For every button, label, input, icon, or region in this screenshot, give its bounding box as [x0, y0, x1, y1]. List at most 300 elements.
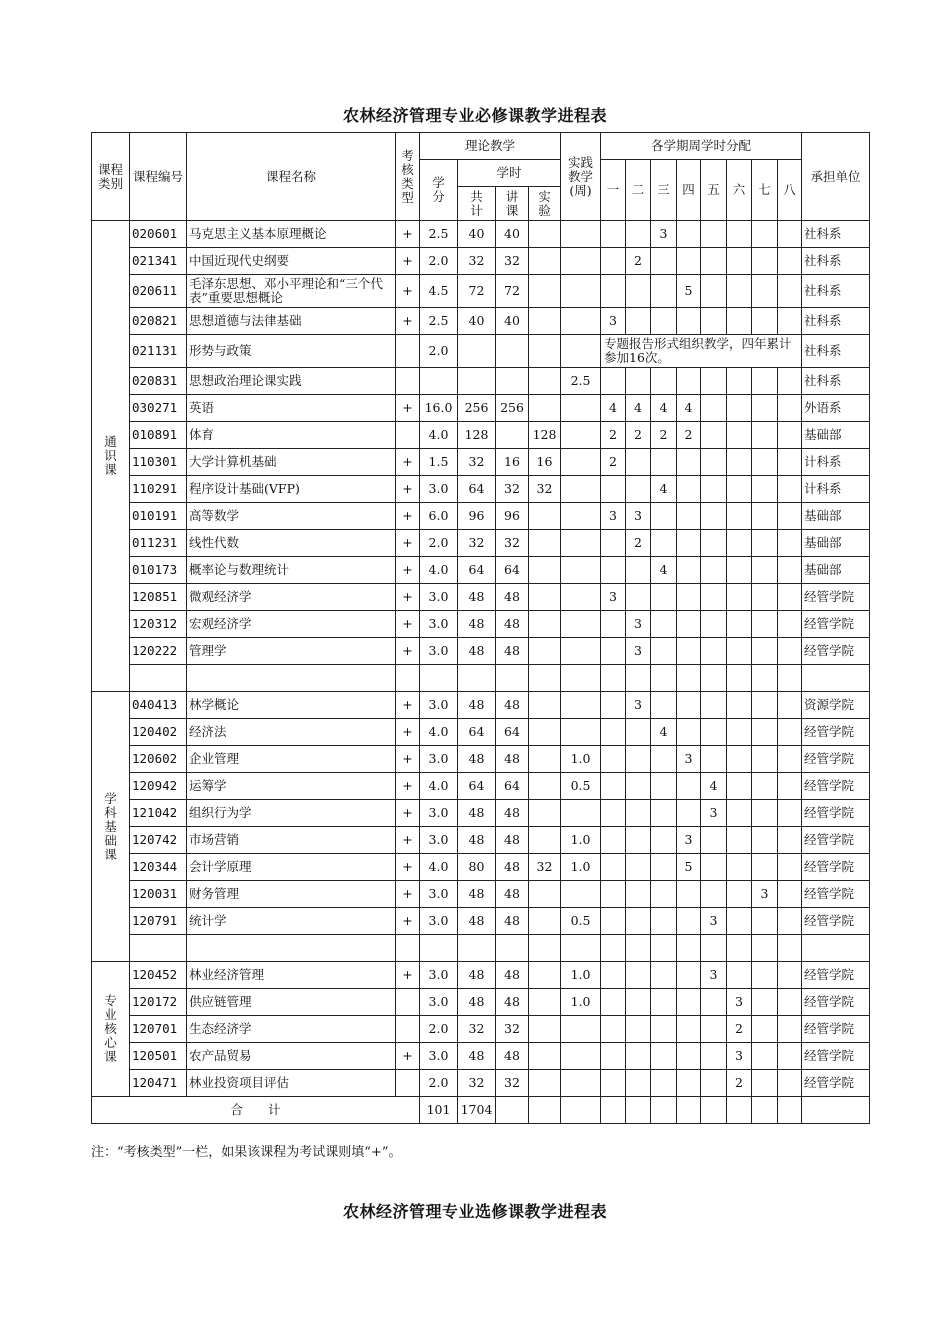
department: 社科系 [802, 308, 870, 335]
hours-total: 48 [458, 827, 496, 854]
semester-5-hours [701, 692, 727, 719]
semester-7-hours [752, 719, 778, 746]
table-row [92, 665, 870, 692]
semester-5-hours [701, 665, 727, 692]
course-name: 会计学原理 [187, 854, 396, 881]
semester-1-hours: 3 [601, 503, 626, 530]
semester-1-hours [601, 476, 626, 503]
semester-4-hours [677, 368, 701, 395]
credit: 4.0 [420, 557, 458, 584]
credit: 2.0 [420, 335, 458, 368]
semester-5-hours [701, 248, 727, 275]
hours-total: 32 [458, 449, 496, 476]
credit: 3.0 [420, 611, 458, 638]
semester-4-hours: 5 [677, 854, 701, 881]
credit: 3.0 [420, 638, 458, 665]
semester-3-hours [651, 665, 677, 692]
semester-6-hours [727, 746, 752, 773]
semester-5-hours [701, 746, 727, 773]
empty-cell [529, 1097, 561, 1124]
practice-weeks [561, 800, 601, 827]
semester-4-hours [677, 692, 701, 719]
semester-1-hours [601, 692, 626, 719]
semester-8-hours [778, 422, 802, 449]
semester-7-hours [752, 665, 778, 692]
practice-weeks [561, 395, 601, 422]
semester-6-hours: 3 [727, 989, 752, 1016]
practice-weeks: 1.0 [561, 746, 601, 773]
hours-total: 32 [458, 1070, 496, 1097]
credit: 3.0 [420, 1043, 458, 1070]
semester-3-hours [651, 908, 677, 935]
course-name: 思想政治理论课实践 [187, 368, 396, 395]
semester-8-hours [778, 368, 802, 395]
course-code: 020821 [130, 308, 187, 335]
hours-lab [529, 800, 561, 827]
semester-6-hours: 2 [727, 1070, 752, 1097]
exam-type: + [396, 449, 420, 476]
semester-4-hours [677, 530, 701, 557]
semester-7-hours [752, 638, 778, 665]
hours-lab [529, 557, 561, 584]
course-name: 体育 [187, 422, 396, 449]
total-hours: 1704 [458, 1097, 496, 1124]
exam-type [396, 1016, 420, 1043]
exam-type: + [396, 719, 420, 746]
semester-7-hours [752, 476, 778, 503]
required-course-table-title: 农林经济管理专业必修课教学进程表 [342, 106, 607, 125]
semester-2-hours [626, 1070, 651, 1097]
hours-lab [529, 611, 561, 638]
semester-6-hours [727, 908, 752, 935]
hours-total: 256 [458, 395, 496, 422]
semester-6-hours [727, 692, 752, 719]
exam-type: + [396, 308, 420, 335]
semester-7-hours [752, 422, 778, 449]
hours-lecture: 48 [496, 881, 529, 908]
exam-type [396, 665, 420, 692]
semester-4-hours [677, 503, 701, 530]
exam-type [396, 335, 420, 368]
semester-8-hours [778, 275, 802, 308]
hours-total [458, 368, 496, 395]
semester-5-hours [701, 476, 727, 503]
semester-4-hours [677, 449, 701, 476]
exam-type [396, 935, 420, 962]
semester-4-hours [677, 1043, 701, 1070]
semester-6-hours [727, 719, 752, 746]
semester-4-hours [677, 989, 701, 1016]
hours-total: 48 [458, 908, 496, 935]
semester-note: 专题报告形式组织教学，四年累计参加16次。 [601, 335, 802, 368]
practice-weeks [561, 935, 601, 962]
header-theory: 理论教学 [420, 133, 561, 160]
semester-2-hours: 2 [626, 248, 651, 275]
hours-total: 48 [458, 746, 496, 773]
department: 计科系 [802, 449, 870, 476]
hours-lab: 16 [529, 449, 561, 476]
hours-total: 48 [458, 881, 496, 908]
header-hours: 学时 [458, 160, 561, 187]
table-row [92, 308, 870, 335]
header-semester-8: 八 [778, 160, 802, 221]
empty-cell [752, 1097, 778, 1124]
department: 经管学院 [802, 908, 870, 935]
semester-6-hours [727, 962, 752, 989]
hours-lecture: 48 [496, 827, 529, 854]
semester-1-hours [601, 248, 626, 275]
semester-3-hours [651, 611, 677, 638]
practice-weeks [561, 308, 601, 335]
semester-5-hours [701, 1016, 727, 1043]
table-row [92, 638, 870, 665]
course-name: 组织行为学 [187, 800, 396, 827]
semester-6-hours [727, 221, 752, 248]
hours-lab [529, 962, 561, 989]
semester-4-hours [677, 773, 701, 800]
practice-weeks [561, 692, 601, 719]
hours-lecture: 32 [496, 530, 529, 557]
semester-4-hours [677, 1070, 701, 1097]
semester-4-hours [677, 719, 701, 746]
semester-6-hours [727, 248, 752, 275]
hours-lecture: 72 [496, 275, 529, 308]
semester-6-hours [727, 800, 752, 827]
semester-1-hours [601, 854, 626, 881]
credit: 3.0 [420, 881, 458, 908]
department: 经管学院 [802, 611, 870, 638]
semester-5-hours [701, 827, 727, 854]
course-code: 120742 [130, 827, 187, 854]
course-name: 生态经济学 [187, 1016, 396, 1043]
hours-lecture: 256 [496, 395, 529, 422]
semester-7-hours [752, 1043, 778, 1070]
hours-lecture: 96 [496, 503, 529, 530]
credit: 4.0 [420, 719, 458, 746]
semester-7-hours [752, 584, 778, 611]
credit: 4.5 [420, 275, 458, 308]
semester-7-hours [752, 908, 778, 935]
semester-6-hours [727, 449, 752, 476]
department: 社科系 [802, 368, 870, 395]
semester-3-hours [651, 746, 677, 773]
semester-2-hours [626, 476, 651, 503]
semester-1-hours [601, 746, 626, 773]
core-category-label: 专 业 核 心 课 [92, 962, 130, 1097]
hours-total [458, 665, 496, 692]
semester-2-hours [626, 557, 651, 584]
semester-8-hours [778, 854, 802, 881]
hours-lab [529, 881, 561, 908]
course-code: 040413 [130, 692, 187, 719]
semester-8-hours [778, 1016, 802, 1043]
exam-type: + [396, 908, 420, 935]
semester-1-hours [601, 827, 626, 854]
hours-lecture: 48 [496, 611, 529, 638]
semester-7-hours [752, 773, 778, 800]
semester-1-hours [601, 800, 626, 827]
semester-1-hours [601, 557, 626, 584]
course-code: 011231 [130, 530, 187, 557]
credit: 3.0 [420, 989, 458, 1016]
semester-7-hours [752, 692, 778, 719]
semester-2-hours [626, 746, 651, 773]
header-semester-4: 四 [677, 160, 701, 221]
hours-lab [529, 935, 561, 962]
department: 社科系 [802, 335, 870, 368]
hours-total: 32 [458, 530, 496, 557]
course-code: 120471 [130, 1070, 187, 1097]
hours-lab [529, 395, 561, 422]
department: 经管学院 [802, 1043, 870, 1070]
hours-lecture: 48 [496, 908, 529, 935]
table-row [92, 611, 870, 638]
semester-5-hours [701, 935, 727, 962]
header-lab: 实 验 [529, 187, 561, 221]
semester-5-hours: 3 [701, 908, 727, 935]
semester-6-hours [727, 476, 752, 503]
practice-weeks [561, 503, 601, 530]
department: 基础部 [802, 503, 870, 530]
semester-5-hours [701, 854, 727, 881]
hours-total: 48 [458, 692, 496, 719]
course-name: 宏观经济学 [187, 611, 396, 638]
hours-total: 80 [458, 854, 496, 881]
table-row [92, 335, 870, 368]
hours-lab [529, 1070, 561, 1097]
semester-5-hours: 3 [701, 962, 727, 989]
header-lecture: 讲 课 [496, 187, 529, 221]
department: 经管学院 [802, 881, 870, 908]
practice-weeks [561, 275, 601, 308]
semester-7-hours [752, 248, 778, 275]
semester-1-hours [601, 962, 626, 989]
course-name: 林业投资项目评估 [187, 1070, 396, 1097]
semester-5-hours [701, 422, 727, 449]
table-row [92, 746, 870, 773]
semester-7-hours [752, 827, 778, 854]
hours-total: 32 [458, 248, 496, 275]
semester-3-hours [651, 638, 677, 665]
table-row [92, 1043, 870, 1070]
semester-8-hours [778, 557, 802, 584]
header-exam-type: 考 核 类 型 [396, 133, 420, 221]
semester-1-hours [601, 1016, 626, 1043]
table-row [92, 248, 870, 275]
table-row [92, 881, 870, 908]
total-label: 合 计 [92, 1097, 420, 1124]
hours-lecture: 32 [496, 1016, 529, 1043]
credit: 2.0 [420, 248, 458, 275]
empty-cell [601, 1097, 626, 1124]
semester-8-hours [778, 476, 802, 503]
semester-6-hours [727, 422, 752, 449]
course-code: 120172 [130, 989, 187, 1016]
semester-5-hours: 4 [701, 773, 727, 800]
semester-7-hours [752, 557, 778, 584]
course-name: 高等数学 [187, 503, 396, 530]
credit: 3.0 [420, 908, 458, 935]
semester-5-hours [701, 1070, 727, 1097]
department: 计科系 [802, 476, 870, 503]
credit: 2.0 [420, 530, 458, 557]
hours-total: 128 [458, 422, 496, 449]
semester-7-hours [752, 530, 778, 557]
department: 基础部 [802, 422, 870, 449]
department: 经管学院 [802, 989, 870, 1016]
semester-1-hours [601, 773, 626, 800]
semester-4-hours [677, 800, 701, 827]
semester-3-hours [651, 449, 677, 476]
course-name: 农产品贸易 [187, 1043, 396, 1070]
credit: 3.0 [420, 692, 458, 719]
semester-1-hours [601, 1070, 626, 1097]
exam-type: + [396, 503, 420, 530]
practice-weeks [561, 638, 601, 665]
semester-1-hours: 3 [601, 584, 626, 611]
course-code: 120452 [130, 962, 187, 989]
semester-4-hours [677, 584, 701, 611]
semester-3-hours [651, 989, 677, 1016]
practice-weeks [561, 335, 601, 368]
course-name: 大学计算机基础 [187, 449, 396, 476]
semester-3-hours [651, 962, 677, 989]
semester-2-hours: 3 [626, 611, 651, 638]
credit: 2.0 [420, 1070, 458, 1097]
department: 经管学院 [802, 773, 870, 800]
table-row [92, 800, 870, 827]
semester-6-hours [727, 557, 752, 584]
department: 经管学院 [802, 638, 870, 665]
semester-2-hours [626, 827, 651, 854]
semester-4-hours: 3 [677, 827, 701, 854]
department: 经管学院 [802, 854, 870, 881]
course-code: 120344 [130, 854, 187, 881]
table-row [92, 773, 870, 800]
credit: 4.0 [420, 773, 458, 800]
hours-lecture: 40 [496, 308, 529, 335]
semester-1-hours [601, 368, 626, 395]
table-row [92, 935, 870, 962]
semester-2-hours [626, 989, 651, 1016]
semester-3-hours: 4 [651, 719, 677, 746]
hours-lecture: 64 [496, 557, 529, 584]
table-row [92, 221, 870, 248]
hours-total: 96 [458, 503, 496, 530]
credit [420, 368, 458, 395]
semester-1-hours [601, 881, 626, 908]
hours-lecture: 32 [496, 476, 529, 503]
table-row [92, 584, 870, 611]
hours-total: 40 [458, 221, 496, 248]
semester-7-hours [752, 935, 778, 962]
table-row [92, 503, 870, 530]
hours-total [458, 935, 496, 962]
table-row [92, 962, 870, 989]
hours-lab [529, 989, 561, 1016]
table-row [92, 827, 870, 854]
course-code: 110291 [130, 476, 187, 503]
semester-3-hours: 2 [651, 422, 677, 449]
semester-8-hours [778, 308, 802, 335]
semester-6-hours [727, 773, 752, 800]
semester-4-hours [677, 962, 701, 989]
practice-weeks [561, 719, 601, 746]
credit: 3.0 [420, 746, 458, 773]
exam-type: + [396, 962, 420, 989]
semester-4-hours [677, 611, 701, 638]
semester-4-hours [677, 935, 701, 962]
semester-2-hours [626, 881, 651, 908]
semester-3-hours [651, 800, 677, 827]
semester-6-hours: 2 [727, 1016, 752, 1043]
header-dept: 承担单位 [802, 133, 870, 221]
header-total: 共 计 [458, 187, 496, 221]
exam-type: + [396, 854, 420, 881]
semester-3-hours [651, 1016, 677, 1043]
semester-7-hours [752, 308, 778, 335]
hours-lecture: 16 [496, 449, 529, 476]
empty-cell [651, 1097, 677, 1124]
semester-3-hours [651, 827, 677, 854]
header-practice: 实践教学(周) [561, 133, 601, 221]
practice-weeks: 1.0 [561, 854, 601, 881]
course-code: 020831 [130, 368, 187, 395]
practice-weeks [561, 1043, 601, 1070]
semester-6-hours: 3 [727, 1043, 752, 1070]
hours-lab [529, 773, 561, 800]
hours-lab [529, 719, 561, 746]
header-semester-dist: 各学期周学时分配 [601, 133, 802, 160]
practice-weeks: 1.0 [561, 989, 601, 1016]
department: 资源学院 [802, 692, 870, 719]
semester-6-hours [727, 881, 752, 908]
hours-total: 48 [458, 962, 496, 989]
hours-total: 48 [458, 1043, 496, 1070]
semester-8-hours [778, 530, 802, 557]
credit: 2.5 [420, 308, 458, 335]
exam-type: + [396, 221, 420, 248]
semester-1-hours [601, 935, 626, 962]
semester-3-hours [651, 503, 677, 530]
hours-lecture: 48 [496, 584, 529, 611]
semester-5-hours [701, 881, 727, 908]
hours-lab [529, 308, 561, 335]
semester-2-hours [626, 800, 651, 827]
semester-2-hours [626, 584, 651, 611]
exam-type: + [396, 692, 420, 719]
practice-weeks: 1.0 [561, 827, 601, 854]
course-code: 120222 [130, 638, 187, 665]
hours-lecture: 64 [496, 719, 529, 746]
hours-lecture: 40 [496, 221, 529, 248]
semester-2-hours [626, 1016, 651, 1043]
credit: 3.0 [420, 962, 458, 989]
semester-7-hours [752, 221, 778, 248]
course-code: 120791 [130, 908, 187, 935]
semester-7-hours [752, 989, 778, 1016]
semester-8-hours [778, 611, 802, 638]
course-name [187, 935, 396, 962]
practice-weeks: 1.0 [561, 962, 601, 989]
exam-type [396, 1070, 420, 1097]
semester-8-hours [778, 935, 802, 962]
table-row [92, 422, 870, 449]
course-name: 统计学 [187, 908, 396, 935]
hours-lab [529, 692, 561, 719]
table-row [92, 989, 870, 1016]
empty-cell [626, 1097, 651, 1124]
